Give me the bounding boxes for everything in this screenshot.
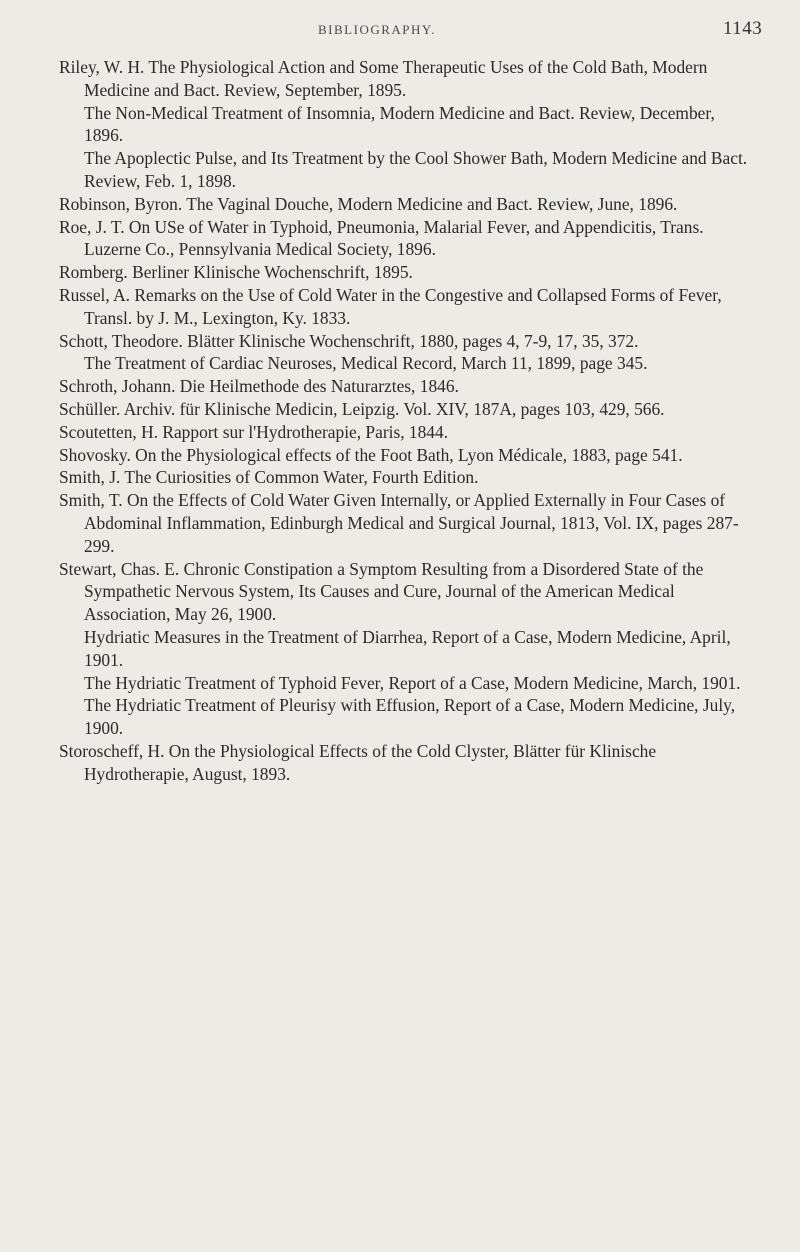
bibliography-list xyxy=(59,56,749,786)
page-number: 1143 xyxy=(723,18,763,39)
bibliography-entry: Schott, Theodore. Blätter Klinische Wochenschrift, 1880, pages 4, 7-9, 17, 35, 372. xyxy=(59,330,639,351)
bibliography-entry: Roe, J. T. On USe of Water in Typhoid, Pneumonia, Malarial Fever, and Appendicitis, Trans. Luzerne Co., Pennsylvania Medical Society, 1896. xyxy=(59,216,704,260)
bibliography-entry: Smith, T. On the Effects of Cold Water Given Internally, or Applied Externally in Four Cases of Abdominal Inflammation, Edinburgh Medical and Surgical Journal, 1813, Vol. IX, pages 287-299. xyxy=(59,490,739,556)
bibliography-subentry: The Apoplectic Pulse, and Its Treatment by the Cool Shower Bath, Modern Medicine and Bact. Review, Feb. 1, 1898. xyxy=(84,148,748,191)
bibliography-subentry: The Hydriatic Treatment of Typhoid Fever, Report of a Case, Modern Medicine, March, 1901. xyxy=(84,672,741,693)
bibliography-entry: Scoutetten, H. Rapport sur l'Hydrotherapie, Paris, 1844. xyxy=(59,421,449,442)
bibliography-entry: Riley, W. H. The Physiological Action and Some Therapeutic Uses of the Cold Bath, Modern Medicine and Bact. Review, September, 1895. xyxy=(59,57,708,100)
bibliography-subentry: Hydriatic Measures in the Treatment of Diarrhea, Report of a Case, Modern Medicine, April, 1901. xyxy=(84,626,731,670)
bibliography-entry: Romberg. Berliner Klinische Wochenschrift, 1895. xyxy=(59,262,413,283)
bibliography-entry: Storoscheff, H. On the Physiological Effects of the Cold Clyster, Blätter für Klinische Hydrotherapie, August, 1893. xyxy=(59,740,657,784)
bibliography-subentry: The Hydriatic Treatment of Pleurisy with Effusion, Report of a Case, Modern Medicine, July, 1900. xyxy=(84,695,736,739)
bibliography-entry: Schroth, Johann. Die Heilmethode des Naturarztes, 1846. xyxy=(59,376,459,397)
running-head-title: BIBLIOGRAPHY. xyxy=(318,22,436,37)
bibliography-subentry: The Treatment of Cardiac Neuroses, Medical Record, March 11, 1899, page 345. xyxy=(84,353,648,374)
bibliography-entry: Russel, A. Remarks on the Use of Cold Water in the Congestive and Collapsed Forms of Fever, Transl. by J. M., Lexington, Ky. 1833. xyxy=(59,284,722,328)
running-head xyxy=(0,16,800,46)
bibliography-entry: Robinson, Byron. The Vaginal Douche, Modern Medicine and Bact. Review, June, 1896. xyxy=(59,193,678,214)
bibliography-subentry: The Non-Medical Treatment of Insomnia, Modern Medicine and Bact. Review, December, 1896. xyxy=(84,102,715,146)
bibliography-entry: Schüller. Archiv. für Klinische Medicin, Leipzig. Vol. XIV, 187A, pages 103, 429, 566. xyxy=(59,398,665,419)
bibliography-entry: Stewart, Chas. E. Chronic Constipation a Symptom Resulting from a Disordered State of the Sympathetic Nervous System, Its Causes and Cure, Journal of the American Medical Association, May 26, 1900. xyxy=(59,558,704,625)
bibliography-entry: Shovosky. On the Physiological effects of the Foot Bath, Lyon Médicale, 1883, page 541. xyxy=(59,444,683,465)
bibliography-entry: Smith, J. The Curiosities of Common Water, Fourth Edition. xyxy=(59,467,479,488)
